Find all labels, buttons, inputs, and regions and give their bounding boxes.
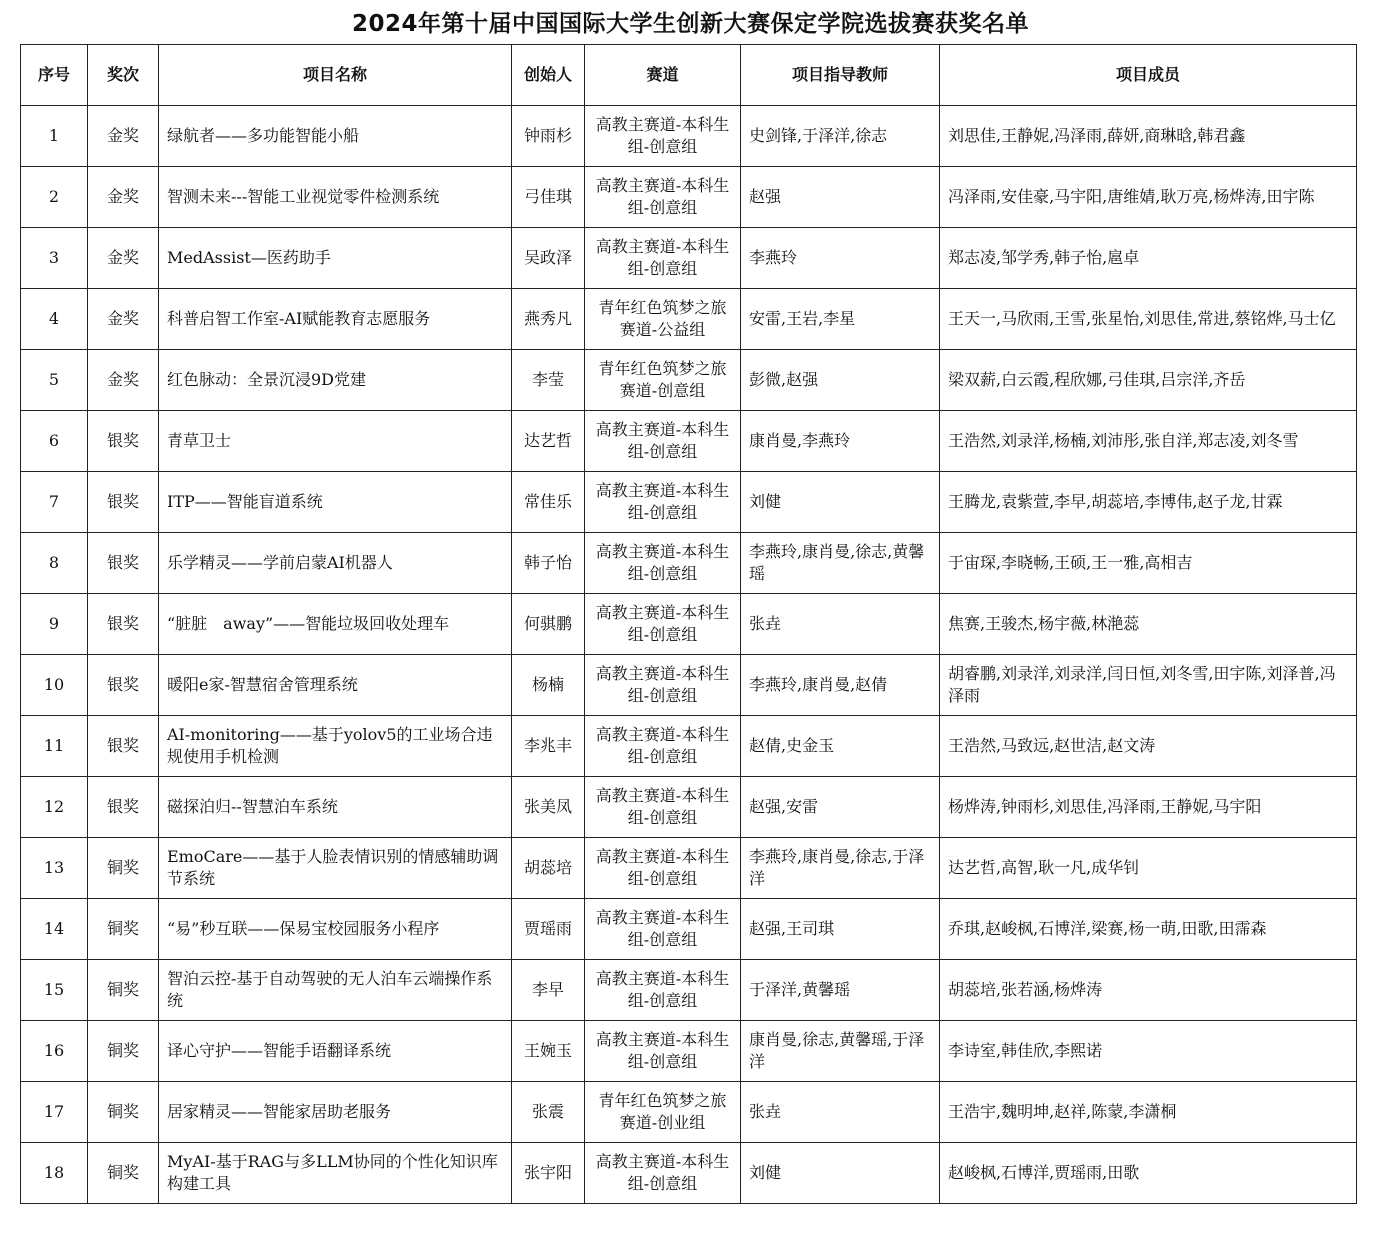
cell-num: 3 (21, 228, 88, 289)
cell-founder: 胡蕊培 (512, 838, 585, 899)
cell-project-name: EmoCare——基于人脸表情识别的情感辅助调节系统 (159, 838, 512, 899)
cell-mentors: 赵强 (741, 167, 940, 228)
cell-founder: 达艺哲 (512, 411, 585, 472)
cell-founder: 吴政泽 (512, 228, 585, 289)
cell-award: 金奖 (88, 350, 159, 411)
cell-founder: 钟雨杉 (512, 106, 585, 167)
cell-track: 高教主赛道-本科生组-创意组 (585, 960, 741, 1021)
cell-award: 金奖 (88, 228, 159, 289)
document-title: 2024年第十届中国国际大学生创新大赛保定学院选拔赛获奖名单 (351, 11, 1029, 37)
cell-mentors: 赵倩,史金玉 (741, 716, 940, 777)
cell-num: 2 (21, 167, 88, 228)
cell-num: 17 (21, 1082, 88, 1143)
cell-num: 7 (21, 472, 88, 533)
cell-members: 杨烨涛,钟雨杉,刘思佳,冯泽雨,王静妮,马宇阳 (940, 777, 1357, 838)
table-row (21, 777, 1357, 838)
table-row (21, 1143, 1357, 1204)
cell-members: 胡睿鹏,刘录洋,刘录洋,闫日恒,刘冬雪,田宇陈,刘泽普,冯泽雨 (940, 655, 1357, 716)
table-row (21, 106, 1357, 167)
cell-members: 李诗室,韩佳欣,李熙诺 (940, 1021, 1357, 1082)
cell-num: 18 (21, 1143, 88, 1204)
cell-award: 铜奖 (88, 1021, 159, 1082)
cell-award: 金奖 (88, 167, 159, 228)
cell-award: 银奖 (88, 533, 159, 594)
cell-project-name: MedAssist—医药助手 (159, 228, 512, 289)
table-row (21, 411, 1357, 472)
cell-mentors: 赵强,安雷 (741, 777, 940, 838)
cell-mentors: 刘健 (741, 1143, 940, 1204)
cell-members: 王腾龙,袁紫萱,李早,胡蕊培,李博伟,赵子龙,甘霖 (940, 472, 1357, 533)
cell-track: 青年红色筑梦之旅赛道-创业组 (585, 1082, 741, 1143)
cell-award: 金奖 (88, 289, 159, 350)
cell-project-name: AI-monitoring——基于yolov5的工业场合违规使用手机检测 (159, 716, 512, 777)
cell-members: 赵峻枫,石博洋,贾瑶雨,田歌 (940, 1143, 1357, 1204)
table-row (21, 899, 1357, 960)
table-row (21, 716, 1357, 777)
cell-founder: 韩子怡 (512, 533, 585, 594)
cell-founder: 常佳乐 (512, 472, 585, 533)
cell-num: 5 (21, 350, 88, 411)
cell-project-name: ITP——智能盲道系统 (159, 472, 512, 533)
cell-members: 冯泽雨,安佳豪,马宇阳,唐维婧,耿万亮,杨烨涛,田宇陈 (940, 167, 1357, 228)
cell-mentors: 李燕玲,康肖曼,徐志,于泽洋 (741, 838, 940, 899)
table-body (21, 106, 1357, 1204)
cell-mentors: 张垚 (741, 594, 940, 655)
cell-founder: 贾瑶雨 (512, 899, 585, 960)
table-row (21, 289, 1357, 350)
cell-members: 梁双薪,白云霞,程欣娜,弓佳琪,吕宗洋,齐岳 (940, 350, 1357, 411)
cell-mentors: 史剑锋,于泽洋,徐志 (741, 106, 940, 167)
cell-num: 11 (21, 716, 88, 777)
cell-founder: 王婉玉 (512, 1021, 585, 1082)
table-row (21, 1082, 1357, 1143)
cell-award: 银奖 (88, 594, 159, 655)
table-row (21, 1021, 1357, 1082)
cell-num: 9 (21, 594, 88, 655)
table-row (21, 472, 1357, 533)
cell-members: 胡蕊培,张若涵,杨烨涛 (940, 960, 1357, 1021)
cell-founder: 张美凤 (512, 777, 585, 838)
table-row (21, 228, 1357, 289)
cell-track: 高教主赛道-本科生组-创意组 (585, 1143, 741, 1204)
cell-award: 银奖 (88, 411, 159, 472)
cell-project-name: 居家精灵——智能家居助老服务 (159, 1082, 512, 1143)
header-award: 奖次 (88, 45, 159, 106)
table-row (21, 167, 1357, 228)
cell-project-name: 暖阳e家-智慧宿舍管理系统 (159, 655, 512, 716)
cell-award: 银奖 (88, 472, 159, 533)
cell-track: 高教主赛道-本科生组-创意组 (585, 655, 741, 716)
cell-num: 15 (21, 960, 88, 1021)
cell-members: 王浩然,马致远,赵世洁,赵文涛 (940, 716, 1357, 777)
cell-founder: 张震 (512, 1082, 585, 1143)
cell-members: 郑志凌,邹学秀,韩子怡,扈卓 (940, 228, 1357, 289)
cell-mentors: 赵强,王司琪 (741, 899, 940, 960)
cell-mentors: 康肖曼,徐志,黄馨瑶,于泽洋 (741, 1021, 940, 1082)
cell-mentors: 刘健 (741, 472, 940, 533)
cell-track: 高教主赛道-本科生组-创意组 (585, 838, 741, 899)
cell-founder: 弓佳琪 (512, 167, 585, 228)
cell-mentors: 李燕玲,康肖曼,赵倩 (741, 655, 940, 716)
cell-track: 高教主赛道-本科生组-创意组 (585, 167, 741, 228)
cell-project-name: 科普启智工作室-AI赋能教育志愿服务 (159, 289, 512, 350)
header-mentors: 项目指导教师 (741, 45, 940, 106)
cell-members: 王天一,马欣雨,王雪,张星怡,刘思佳,常进,蔡铭烨,马士亿 (940, 289, 1357, 350)
cell-mentors: 康肖曼,李燕玲 (741, 411, 940, 472)
cell-track: 高教主赛道-本科生组-创意组 (585, 533, 741, 594)
cell-founder: 李莹 (512, 350, 585, 411)
cell-track: 高教主赛道-本科生组-创意组 (585, 594, 741, 655)
cell-founder: 张宇阳 (512, 1143, 585, 1204)
cell-members: 于宙琛,李晓畅,王硕,王一雅,高相吉 (940, 533, 1357, 594)
cell-project-name: 译心守护——智能手语翻译系统 (159, 1021, 512, 1082)
table-row (21, 350, 1357, 411)
cell-award: 铜奖 (88, 1143, 159, 1204)
header-row (21, 45, 1357, 106)
cell-track: 高教主赛道-本科生组-创意组 (585, 472, 741, 533)
header-track: 赛道 (585, 45, 741, 106)
cell-award: 铜奖 (88, 1082, 159, 1143)
table-row (21, 533, 1357, 594)
cell-project-name: 磁探泊归--智慧泊车系统 (159, 777, 512, 838)
cell-track: 高教主赛道-本科生组-创意组 (585, 411, 741, 472)
cell-members: 乔琪,赵峻枫,石博洋,梁赛,杨一萌,田歌,田霈森 (940, 899, 1357, 960)
cell-project-name: 绿航者——多功能智能小船 (159, 106, 512, 167)
cell-members: 刘思佳,王静妮,冯泽雨,薛妍,商琳晗,韩君鑫 (940, 106, 1357, 167)
cell-members: 王浩宇,魏明坤,赵祥,陈蒙,李潇桐 (940, 1082, 1357, 1143)
header-members: 项目成员 (940, 45, 1357, 106)
table-row (21, 655, 1357, 716)
cell-num: 1 (21, 106, 88, 167)
cell-project-name: MyAI-基于RAG与多LLM协同的个性化知识库构建工具 (159, 1143, 512, 1204)
cell-project-name: 乐学精灵——学前启蒙AI机器人 (159, 533, 512, 594)
header-num: 序号 (21, 45, 88, 106)
cell-track: 高教主赛道-本科生组-创意组 (585, 1021, 741, 1082)
cell-mentors: 于泽洋,黄馨瑶 (741, 960, 940, 1021)
cell-project-name: “脏脏 away”——智能垃圾回收处理车 (159, 594, 512, 655)
cell-num: 13 (21, 838, 88, 899)
cell-award: 铜奖 (88, 960, 159, 1021)
cell-members: 王浩然,刘录洋,杨楠,刘沛彤,张自洋,郑志凌,刘冬雪 (940, 411, 1357, 472)
cell-founder: 杨楠 (512, 655, 585, 716)
cell-track: 青年红色筑梦之旅赛道-公益组 (585, 289, 741, 350)
cell-num: 12 (21, 777, 88, 838)
cell-num: 8 (21, 533, 88, 594)
cell-num: 14 (21, 899, 88, 960)
cell-project-name: 智泊云控-基于自动驾驶的无人泊车云端操作系统 (159, 960, 512, 1021)
cell-award: 金奖 (88, 106, 159, 167)
header-project-name: 项目名称 (159, 45, 512, 106)
awards-table (20, 44, 1357, 1204)
cell-track: 高教主赛道-本科生组-创意组 (585, 777, 741, 838)
cell-project-name: “易”秒互联——保易宝校园服务小程序 (159, 899, 512, 960)
cell-founder: 何骐鹏 (512, 594, 585, 655)
table-row (21, 838, 1357, 899)
cell-award: 银奖 (88, 716, 159, 777)
cell-mentors: 李燕玲 (741, 228, 940, 289)
cell-num: 6 (21, 411, 88, 472)
cell-track: 高教主赛道-本科生组-创意组 (585, 228, 741, 289)
cell-num: 10 (21, 655, 88, 716)
cell-mentors: 安雷,王岩,李星 (741, 289, 940, 350)
cell-founder: 燕秀凡 (512, 289, 585, 350)
header-founder: 创始人 (512, 45, 585, 106)
cell-award: 银奖 (88, 777, 159, 838)
cell-track: 高教主赛道-本科生组-创意组 (585, 716, 741, 777)
cell-members: 达艺哲,高智,耿一凡,成华钊 (940, 838, 1357, 899)
cell-mentors: 李燕玲,康肖曼,徐志,黄馨瑶 (741, 533, 940, 594)
cell-founder: 李兆丰 (512, 716, 585, 777)
table-row (21, 960, 1357, 1021)
cell-project-name: 青草卫士 (159, 411, 512, 472)
cell-award: 铜奖 (88, 838, 159, 899)
cell-track: 青年红色筑梦之旅赛道-创意组 (585, 350, 741, 411)
cell-track: 高教主赛道-本科生组-创意组 (585, 106, 741, 167)
cell-project-name: 智测未来---智能工业视觉零件检测系统 (159, 167, 512, 228)
cell-members: 焦赛,王骏杰,杨宇薇,林滟蕊 (940, 594, 1357, 655)
cell-num: 16 (21, 1021, 88, 1082)
cell-award: 铜奖 (88, 899, 159, 960)
cell-award: 银奖 (88, 655, 159, 716)
cell-project-name: 红色脉动：全景沉浸9D党建 (159, 350, 512, 411)
cell-mentors: 彭微,赵强 (741, 350, 940, 411)
cell-founder: 李早 (512, 960, 585, 1021)
table-row (21, 594, 1357, 655)
cell-track: 高教主赛道-本科生组-创意组 (585, 899, 741, 960)
cell-num: 4 (21, 289, 88, 350)
cell-mentors: 张垚 (741, 1082, 940, 1143)
